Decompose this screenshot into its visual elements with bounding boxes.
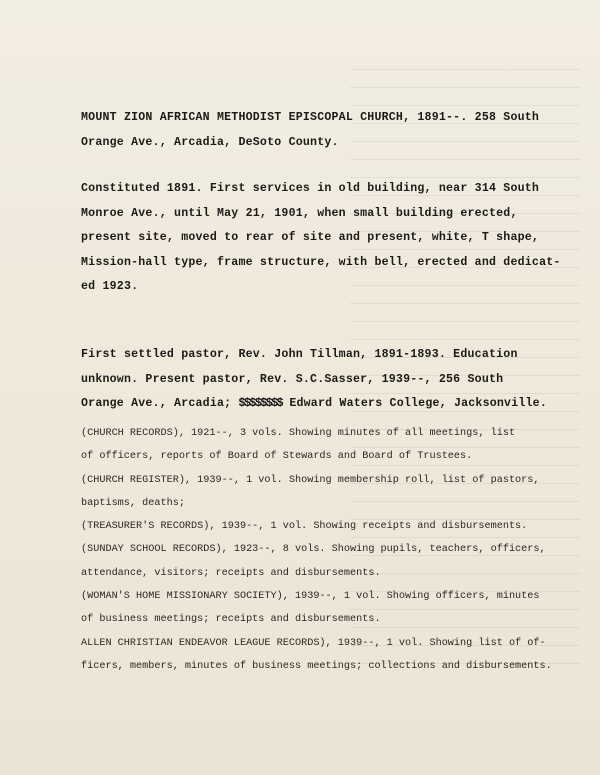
record-line: ficers, members, minutes of business meetings; collections and disbursements. (81, 660, 552, 672)
church-heading (81, 106, 581, 155)
heading-line: Orange Ave., Arcadia, DeSoto County. (81, 135, 339, 149)
history-paragraph (81, 177, 581, 300)
record-line: (WOMAN'S HOME MISSIONARY SOCIETY), 1939--, 1 vol. Showing officers, minutes (81, 591, 540, 603)
pastors-paragraph (81, 343, 581, 417)
record-line: of officers, reports of Board of Stewards and Board of Trustees. (81, 451, 473, 463)
record-line: (TREASURER'S RECORDS), 1939--, 1 vol. Showing receipts and disbursements. (81, 521, 528, 533)
record-line: baptisms, deaths; (81, 497, 185, 509)
pastor-line: unknown. Present pastor, Rev. S.C.Sasser, 1939--, 256 South (81, 372, 504, 386)
struck-out-text: $$$$$$$$ (238, 397, 283, 410)
records-list (81, 422, 591, 678)
record-line: (SUNDAY SCHOOL RECORDS), 1923--, 8 vols. Showing pupils, teachers, officers, (81, 544, 546, 556)
record-line: attendance, visitors; receipts and disbursements. (81, 567, 381, 579)
history-line: ed 1923. (81, 280, 139, 293)
pastor-address: Orange Ave., Arcadia; (81, 397, 232, 410)
heading-line: MOUNT ZION AFRICAN METHODIST EPISCOPAL CHURCH, 1891--. 258 South (81, 111, 540, 124)
history-line: Constituted 1891. First services in old building, near 314 South (81, 182, 540, 195)
history-line: Monroe Ave., until May 21, 1901, when small building erected, (81, 206, 518, 220)
pastor-college: Edward Waters College, Jacksonville. (289, 397, 547, 410)
record-line: ALLEN CHRISTIAN ENDEAVOR LEAGUE RECORDS), 1939--, 1 vol. Showing list of of- (81, 637, 546, 649)
record-line: (CHURCH REGISTER), 1939--, 1 vol. Showing membership roll, list of pastors, (81, 474, 540, 486)
record-line: (CHURCH RECORDS), 1921--, 3 vols. Showing minutes of all meetings, list (81, 428, 516, 439)
pastor-line: First settled pastor, Rev. John Tillman, 1891-1893. Education (81, 348, 518, 361)
history-line: present site, moved to rear of site and present, white, T shape, (81, 231, 540, 244)
record-line: of business meetings; receipts and disbursements. (81, 614, 381, 626)
pastor-line (81, 392, 581, 417)
history-line: Mission-hall type, frame structure, with bell, erected and dedicat- (81, 255, 561, 269)
